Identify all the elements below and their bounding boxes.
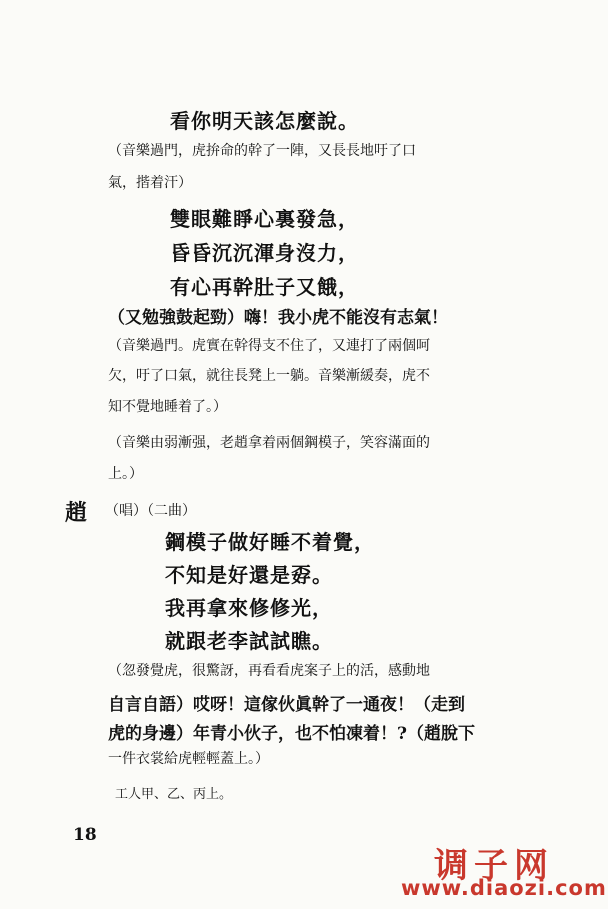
- stage-direction: 一件衣裳給虎輕輕蓋上。）: [108, 751, 269, 767]
- stage-direction: （音樂由弱漸强，老趙拿着兩個鋼模子，笑容滿面的: [108, 435, 430, 451]
- stage-direction: （音樂過門。虎實在幹得支不住了，又連打了兩個呵: [108, 338, 430, 354]
- verse-line: 鋼模子做好睡不着覺，: [165, 530, 375, 554]
- watermark-site-name: 调子网: [434, 846, 554, 886]
- stage-direction: 上。）: [108, 466, 143, 482]
- verse-line: 看你明天該怎麼說。: [170, 109, 359, 133]
- verse-line: 昏昏沉沉渾身沒力，: [170, 241, 359, 265]
- dialogue-line: 虎的身邊）年青小伙子，也不怕凍着！?（趙脫下: [108, 724, 475, 744]
- dialogue-line: 自言自語）哎呀！這傢伙眞幹了一通夜！（走到: [108, 695, 465, 715]
- verse-line: 就跟老李試試瞧。: [165, 629, 333, 653]
- verse-line: 不知是好還是孬。: [165, 563, 333, 587]
- stage-direction: 工人甲、乙、丙上。: [115, 787, 233, 802]
- speaker-name: 趙: [65, 500, 88, 526]
- verse-line: 雙眼難睜心裏發急，: [170, 207, 359, 231]
- stage-direction: （音樂過門，虎拚命的幹了一陣，又長長地吁了口: [108, 143, 416, 159]
- watermark-url: www.diaozi.com: [401, 876, 607, 900]
- stage-direction: 氣，揩着汗）: [108, 175, 192, 191]
- stage-direction: 知不覺地睡着了。）: [108, 399, 227, 415]
- stage-direction: （忽發覺虎，很驚訝，再看看虎案子上的活，感動地: [108, 663, 430, 679]
- verse-line: 有心再幹肚子又餓，: [170, 275, 359, 299]
- stage-direction: （唱）（二曲）: [105, 503, 196, 519]
- page-number: 18: [73, 825, 97, 845]
- dialogue-line: （又勉強鼓起勁）嗨！我小虎不能沒有志氣！: [108, 308, 448, 328]
- verse-line: 我再拿來修修光，: [165, 596, 333, 620]
- stage-direction: 欠，吁了口氣，就往長凳上一躺。音樂漸緩奏，虎不: [108, 368, 430, 384]
